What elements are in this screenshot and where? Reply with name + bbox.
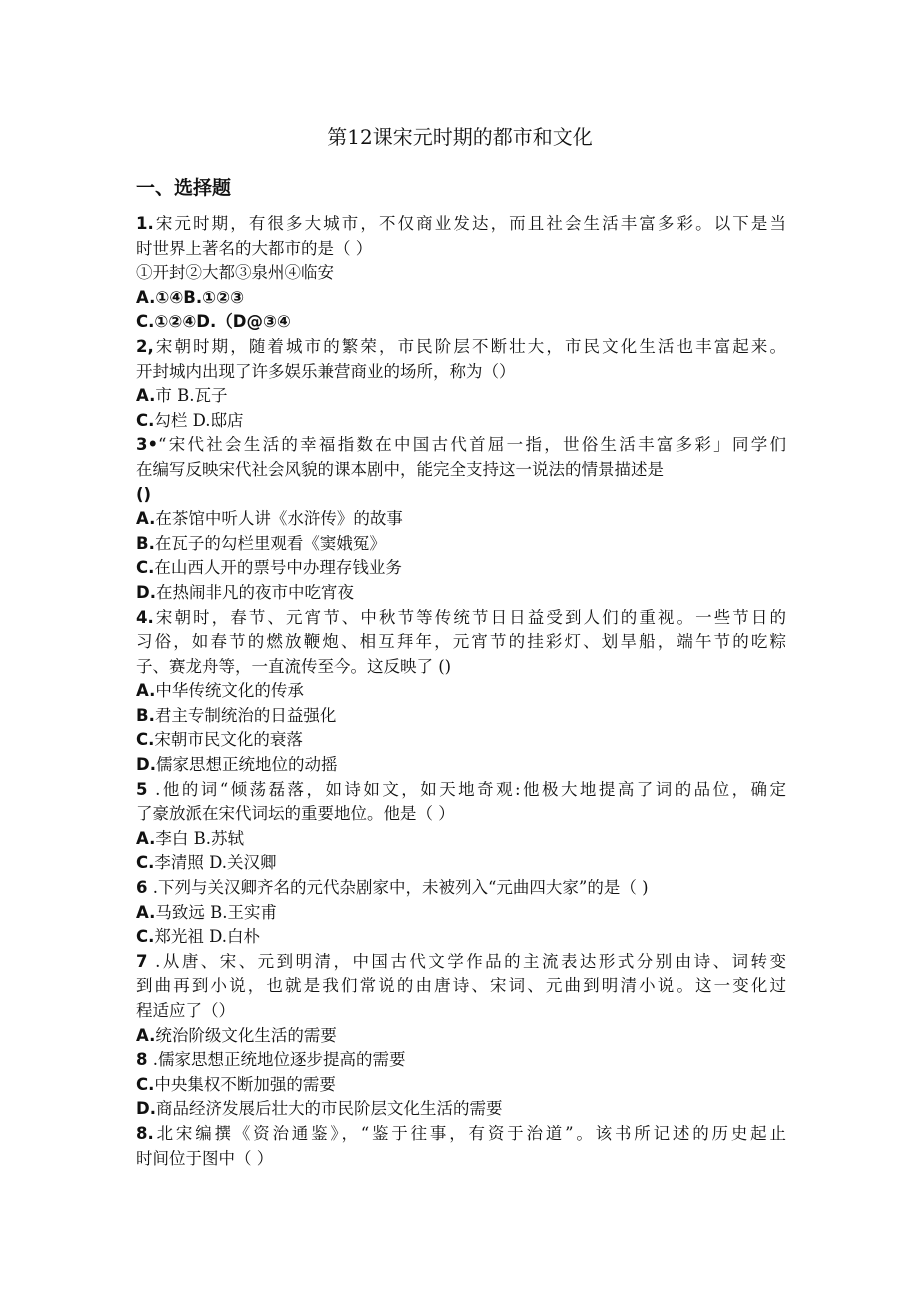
line-marker: 8: [136, 1050, 148, 1070]
line-text: 马致远 B.王实甫: [155, 902, 277, 922]
text-line: [136, 335, 786, 360]
line-marker: 4.: [136, 607, 154, 627]
line-text: “宋代社会生活的幸福指数在中国古代首屈一指，世俗生活丰富多彩」同学们: [158, 435, 786, 455]
question-list: [136, 212, 786, 1171]
line-marker: (): [136, 484, 152, 504]
text-line: [136, 212, 786, 237]
line-text: 儒家思想正统地位的动摇: [155, 755, 338, 775]
line-marker: 5: [136, 779, 148, 799]
text-line: [136, 310, 786, 335]
line-marker: A.: [136, 509, 156, 529]
text-line: [136, 458, 786, 483]
line-marker: 7: [136, 951, 148, 971]
line-text: 中央集权不断加强的需要: [154, 1074, 336, 1094]
line-text: .下列与关汉卿齐名的元代杂剧家中，未被列入“元曲四大家”的是（ ): [147, 878, 649, 898]
line-marker: 6: [136, 878, 148, 898]
line-text: .从唐、宋、元到明清，中国古代文学作品的主流表达形式分别由诗、词转变: [147, 951, 786, 971]
text-line: [136, 237, 786, 262]
line-text: 君主专制统治的日益强化: [154, 705, 337, 725]
line-marker: C.: [136, 853, 155, 873]
text-line: [136, 483, 786, 508]
line-text: 郑光祖 D.白朴: [154, 927, 261, 947]
line-marker: 2,: [136, 336, 154, 356]
text-line: [136, 974, 786, 999]
text-line: [136, 1048, 786, 1073]
text-line: [136, 753, 786, 778]
line-text: 到曲再到小说，也就是我们常说的由唐诗、宋词、元曲到明清小说。这一变化过: [136, 976, 786, 996]
text-line: [136, 261, 786, 286]
line-text: 在茶馆中听人讲《水浒传》的故事: [155, 509, 403, 529]
line-marker: A.: [136, 386, 156, 406]
line-marker: C.: [136, 730, 155, 750]
line-text: 北宋编撰《资治通鉴》，“鉴于往事，有资于治道”。该书所记述的历史起止: [153, 1123, 786, 1143]
text-line: [136, 728, 786, 753]
line-text: 勾栏 D.邸店: [154, 410, 244, 430]
text-line: [136, 507, 786, 532]
line-marker: A.①④B.①②③: [136, 287, 245, 307]
line-text: 统治阶级文化生活的需要: [155, 1025, 337, 1045]
line-text: 习俗，如春节的燃放鞭炮、相互拜年，元宵节的挂彩灯、划旱船，端午节的吃粽: [136, 632, 786, 652]
line-marker: C.: [136, 558, 155, 578]
line-text: 李白 B.苏轼: [155, 828, 244, 848]
line-text: 宋朝时期，随着城市的繁荣，市民阶层不断壮大，市民文化生活也丰富起来。: [153, 336, 786, 356]
line-marker: A.: [136, 1025, 156, 1045]
text-line: [136, 433, 786, 458]
text-line: [136, 1073, 786, 1098]
line-text: 在瓦子的勾栏里观看《窦娥冤》: [154, 533, 386, 553]
line-text: 在热闹非凡的夜市中吃宵夜: [155, 582, 354, 602]
line-marker: C.: [136, 1074, 155, 1094]
line-text: 中华传统文化的传承: [155, 681, 304, 701]
text-line: [136, 679, 786, 704]
text-line: [136, 925, 786, 950]
line-text: ①开封②大都③泉州④临安: [136, 263, 334, 283]
text-line: [136, 630, 786, 655]
text-line: [136, 581, 786, 606]
text-line: [136, 1024, 786, 1049]
line-marker: 8.: [136, 1123, 154, 1143]
text-line: [136, 286, 786, 311]
text-line: [136, 409, 786, 434]
line-text: 时间位于图中（ ）: [136, 1148, 274, 1168]
line-text: 李清照 D.关汉卿: [154, 853, 277, 873]
line-text: .他的词“倾荡磊落，如诗如文，如天地奇观:他极大地提高了词的品位，确定: [147, 779, 786, 799]
line-text: 在山西人开的票号中办理存钱业务: [154, 558, 402, 578]
line-marker: C.①②④D.（D@③④: [136, 312, 291, 332]
line-text: 宋元时期，有很多大城市，不仅商业发达，而且社会生活丰富多彩。以下是当: [153, 214, 786, 233]
text-line: [136, 778, 786, 803]
line-text: 时世界上著名的大都市的是（ ）: [136, 238, 373, 258]
text-line: [136, 704, 786, 729]
text-line: [136, 1097, 786, 1122]
line-text: 子、赛龙舟等，一直流传至今。这反映了 (): [136, 656, 452, 676]
line-marker: A.: [136, 828, 156, 848]
line-text: 程适应了（）: [136, 1001, 235, 1020]
section-heading: 一、选择题: [136, 177, 232, 199]
text-line: [136, 655, 786, 680]
line-text: 了豪放派在宋代词坛的重要地位。他是（ ）: [136, 804, 455, 824]
line-marker: D.: [136, 1099, 156, 1119]
text-line: [136, 901, 786, 926]
line-marker: A.: [136, 681, 156, 701]
text-line: [136, 606, 786, 631]
text-line: [136, 532, 786, 557]
line-text: 商品经济发展后壮大的市民阶层文化生活的需要: [155, 1099, 503, 1119]
text-line: [136, 851, 786, 876]
text-line: [136, 1122, 786, 1147]
line-text: 市 B.瓦子: [155, 386, 228, 406]
line-marker: A.: [136, 902, 156, 922]
text-line: [136, 999, 786, 1024]
line-marker: D.: [136, 755, 156, 775]
line-marker: C.: [136, 927, 155, 947]
page-title: 第12课宋元时期的都市和文化: [327, 125, 593, 149]
line-text: 开封城内出现了许多娱乐兼营商业的场所，称为（）: [136, 361, 516, 381]
line-marker: 3•: [136, 435, 159, 455]
text-line: [136, 384, 786, 409]
text-line: [136, 950, 786, 975]
text-line: [136, 876, 786, 901]
line-marker: B.: [136, 533, 155, 553]
text-line: [136, 827, 786, 852]
text-line: [136, 360, 786, 385]
text-line: [136, 556, 786, 581]
line-marker: B.: [136, 705, 155, 725]
line-marker: D.: [136, 582, 156, 602]
line-text: .儒家思想正统地位逐步提高的需要: [147, 1050, 406, 1070]
line-marker: 1.: [136, 214, 154, 233]
line-text: 宋朝市民文化的衰落: [154, 730, 303, 750]
text-line: [136, 802, 786, 827]
line-text: 在编写反映宋代社会风貌的课本剧中，能完全支持这一说法的情景描述是: [136, 459, 664, 479]
text-line: [136, 1147, 786, 1172]
line-text: 宋朝时，春节、元宵节、中秋节等传统节日日益受到人们的重视。一些节日的: [153, 607, 786, 627]
line-marker: C.: [136, 410, 155, 430]
